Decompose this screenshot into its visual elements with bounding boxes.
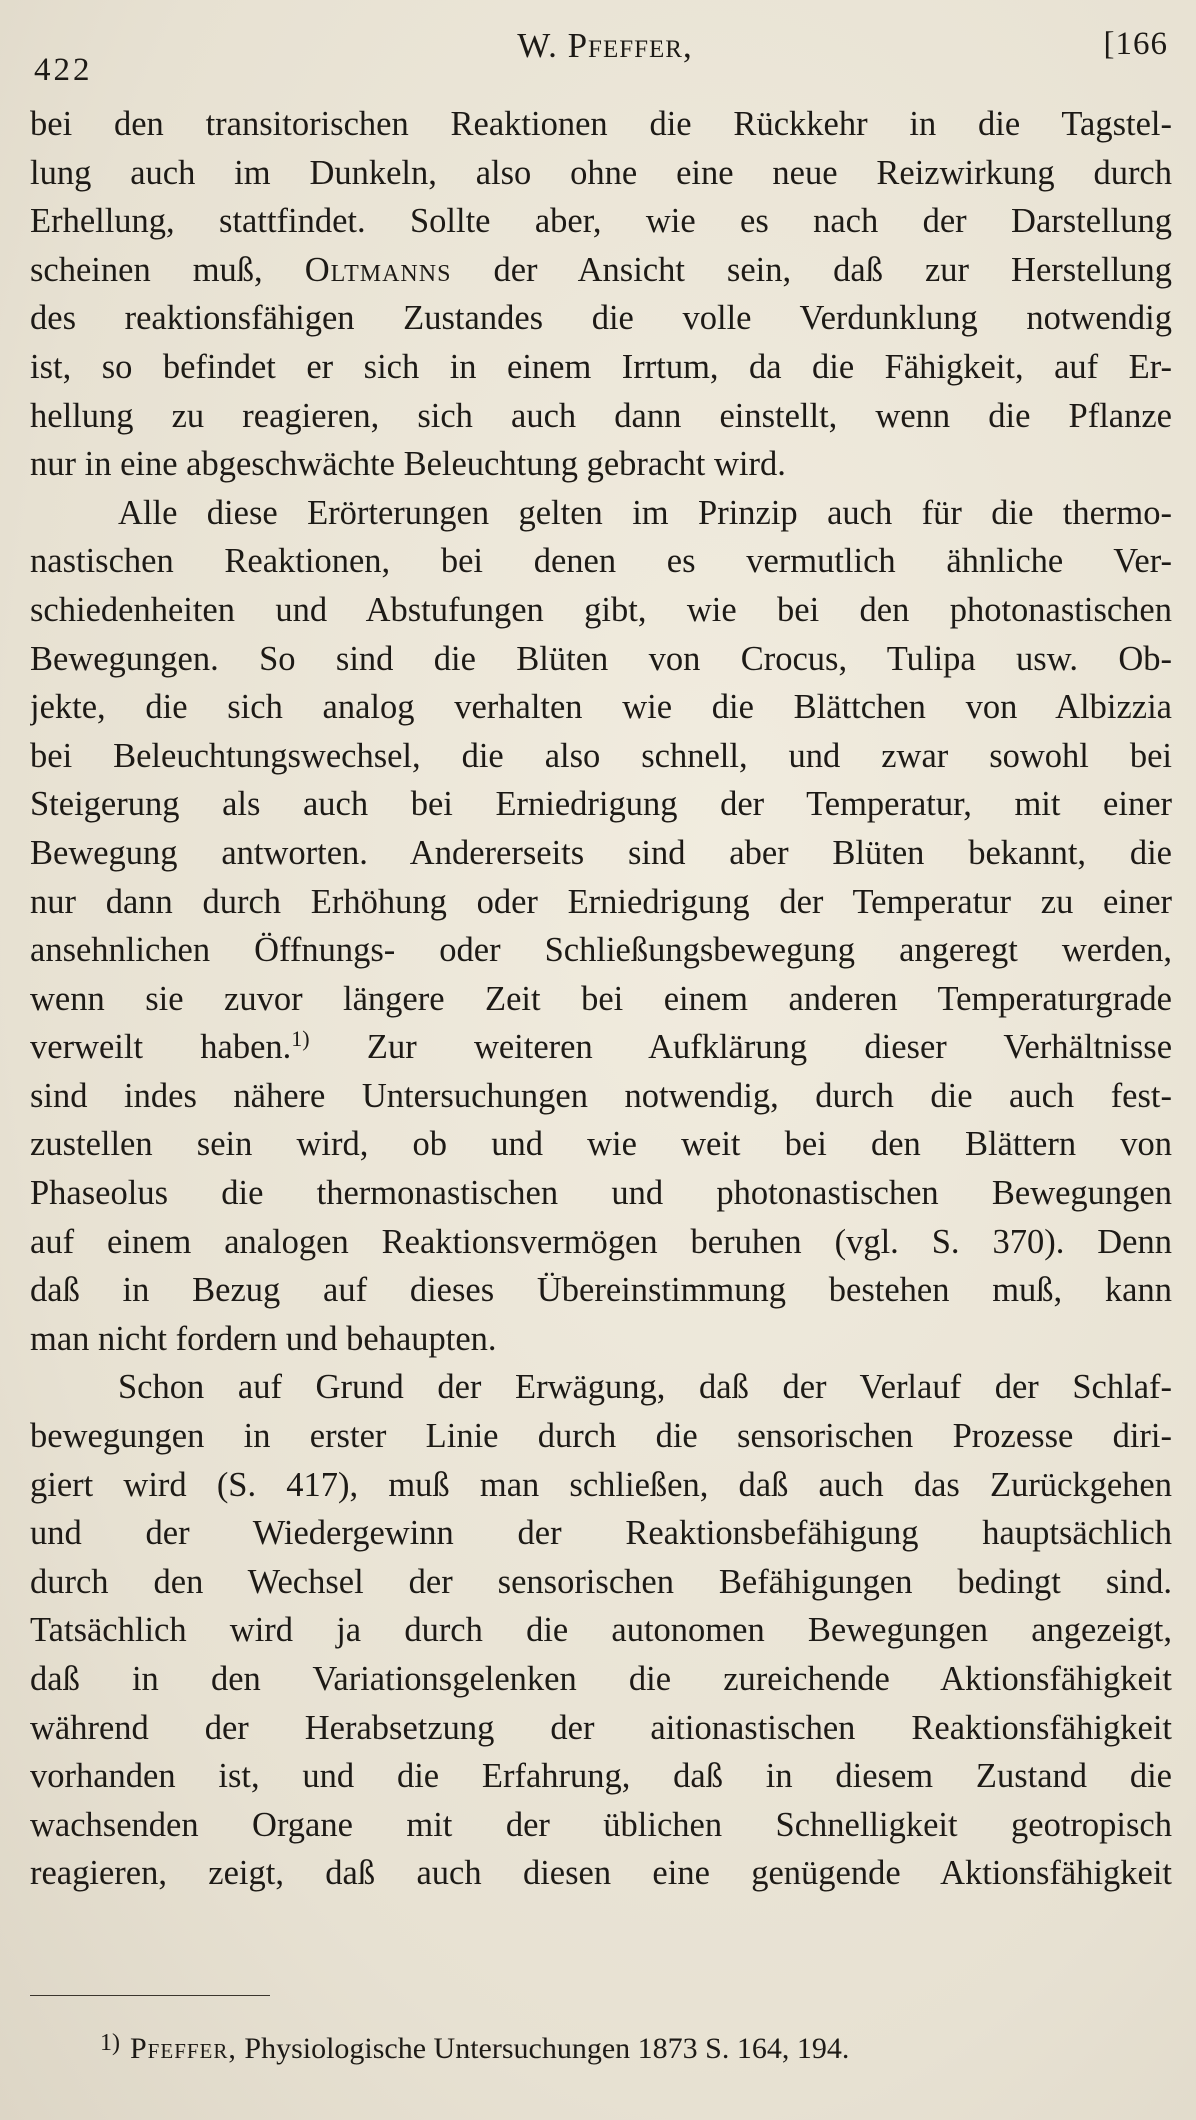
text-line: man nicht fordern und behaupten. [30, 1319, 497, 1358]
page-number: 422 [34, 52, 93, 88]
text-line: nur dann durch Erhöhung oder Erniedrigung der Temperatur zu einer [30, 882, 1172, 921]
text-line: daß in den Variationsgelenken die zureichende Aktionsfähigkeit [30, 1660, 1172, 1698]
text-line: daß in Bezug auf dieses Übereinstimmung bestehen muß, kann [30, 1271, 1172, 1310]
text-line: reagieren, zeigt, daß auch diesen eine genügende Aktionsfähigkeit [30, 1854, 1172, 1893]
text-line: bei den transitorischen Reaktionen die Rückkehr in die Tagstel- [30, 105, 1172, 143]
footnote-marker: 1) [100, 2030, 120, 2056]
running-head [34, 24, 1176, 88]
text-line: Alle diese Erörterungen gelten im Prinzip auch für die thermo- [118, 493, 1172, 532]
text-line: nur in eine abgeschwächte Beleuchtung gebracht wird. [30, 445, 786, 484]
footnote-author: Pfeffer, [130, 2032, 237, 2065]
text-line: jekte, die sich analog verhalten wie die Blättchen von Albizzia [30, 688, 1172, 727]
text-line: lung auch im Dunkeln, also ohne eine neue Reizwirkung durch [30, 153, 1172, 192]
text-line: wenn sie zuvor längere Zeit bei einem anderen Temperaturgrade [30, 979, 1172, 1018]
text-line: Tatsächlich wird ja durch die autonomen Bewegungen angezeigt, [30, 1611, 1172, 1650]
text-line: zustellen sein wird, ob und wie weit bei den Blättern von [30, 1125, 1172, 1164]
text-line: ansehnlichen Öffnungs- oder Schließungsbewegung angeregt werden, [30, 931, 1172, 970]
text-line: ist, so befindet er sich in einem Irrtum, da die Fähigkeit, auf Er- [30, 347, 1172, 386]
text-line [30, 1023, 1172, 1072]
running-head-author: W. Pfeffer, [517, 26, 693, 65]
text-line: bewegungen in erster Linie durch die sensorischen Prozesse diri- [30, 1417, 1172, 1456]
footnote-text: Physiologische Untersuchungen 1873 S. 164, 194. [244, 2032, 850, 2065]
cited-author-name: Oltmanns [304, 250, 452, 289]
body-text [30, 100, 1172, 1898]
section-mark: [166 [1103, 26, 1168, 62]
text-line: Bewegungen. So sind die Blüten von Crocus, Tulipa usw. Ob- [30, 639, 1172, 678]
text-line: nastischen Reaktionen, bei denen es vermutlich ähnliche Ver- [30, 542, 1172, 581]
text-line: wachsenden Organe mit der üblichen Schnelligkeit geotropisch [30, 1805, 1172, 1844]
text-line: Erhellung, stattfindet. Sollte aber, wie es nach der Darstellung [30, 202, 1172, 241]
text-line: vorhanden ist, und die Erfahrung, daß in diesem Zustand die [30, 1757, 1172, 1796]
text-line: Steigerung als auch bei Erniedrigung der Temperatur, mit einer [30, 785, 1172, 824]
text-segment: verweilt haben. [30, 1028, 292, 1067]
footnote [100, 2030, 849, 2066]
text-segment: scheinen muß, [30, 250, 263, 289]
footnote-divider [30, 1995, 270, 1996]
footnote-reference: 1) [291, 1026, 310, 1052]
text-line: schiedenheiten und Abstufungen gibt, wie bei den photonastischen [30, 590, 1172, 629]
text-line: Bewegung antworten. Andererseits sind aber Blüten bekannt, die [30, 833, 1172, 872]
text-line: Phaseolus die thermonastischen und photonastischen Bewegungen [30, 1174, 1172, 1213]
text-line: des reaktionsfähigen Zustandes die volle Verdunklung notwendig [30, 299, 1172, 338]
text-line [30, 246, 1172, 295]
text-line: während der Herabsetzung der aitionastischen Reaktionsfähigkeit [30, 1708, 1172, 1747]
text-segment: der Ansicht sein, daß zur Herstellung [493, 250, 1172, 289]
text-line: Schon auf Grund der Erwägung, daß der Verlauf der Schlaf- [118, 1368, 1172, 1407]
text-line: sind indes nähere Untersuchungen notwendig, durch die auch fest- [30, 1076, 1172, 1115]
text-line: bei Beleuchtungswechsel, die also schnell, und zwar sowohl bei [30, 736, 1172, 775]
text-line: hellung zu reagieren, sich auch dann einstellt, wenn die Pflanze [30, 396, 1172, 435]
text-line: und der Wiedergewinn der Reaktionsbefähigung hauptsächlich [30, 1514, 1172, 1553]
text-line: auf einem analogen Reaktionsvermögen beruhen (vgl. S. 370). Denn [30, 1222, 1172, 1261]
text-segment: Zur weiteren Aufklärung dieser Verhältnisse [366, 1028, 1172, 1067]
text-line: giert wird (S. 417), muß man schließen, daß auch das Zurückgehen [30, 1465, 1172, 1504]
text-line: durch den Wechsel der sensorischen Befähigungen bedingt sind. [30, 1562, 1172, 1601]
